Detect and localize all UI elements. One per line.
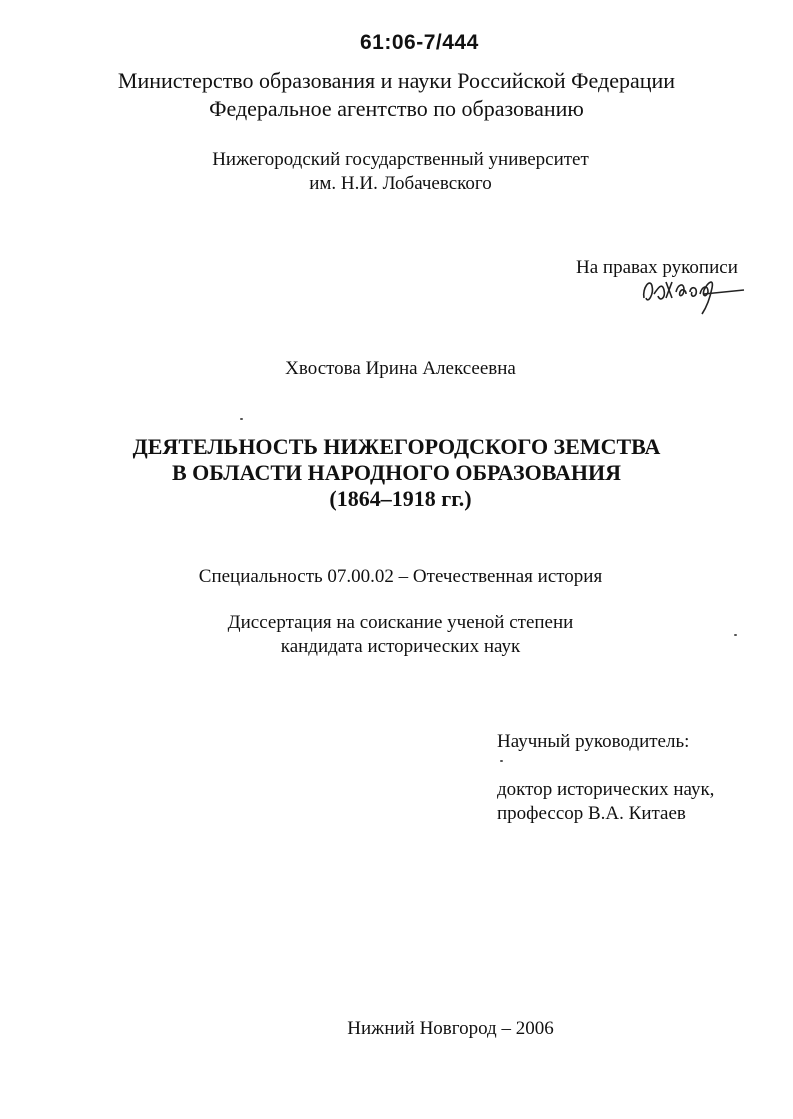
scan-speck (734, 634, 737, 636)
author-name: Хвостова Ирина Алексеевна (285, 358, 516, 379)
dissertation-title-line2: В ОБЛАСТИ НАРОДНОГО ОБРАЗОВАНИЯ (171, 460, 622, 485)
dissertation-title-years: (1864–1918 гг.) (329, 486, 472, 511)
dissertation-title-line1: ДЕЯТЕЛЬНОСТЬ НИЖЕГОРОДСКОГО ЗЕМСТВА (132, 434, 661, 459)
degree-line1: Диссертация на соискание ученой степени (227, 612, 574, 633)
university-name: Нижегородский государственный университет (212, 149, 589, 170)
scan-speck (240, 418, 243, 420)
ministry-name: Министерство образования и науки Российской Федерации (117, 68, 676, 93)
supervisor-label: Научный руководитель: (497, 731, 690, 752)
signature-image (636, 268, 746, 316)
archive-number: 61:06-7/444 (360, 31, 479, 54)
specialty: Специальность 07.00.02 – Отечественная история (198, 566, 603, 587)
manuscript-note: На правах рукописи (576, 257, 738, 278)
supervisor-degree: доктор исторических наук, (497, 779, 715, 800)
city-year: Нижний Новгород – 2006 (347, 1018, 554, 1039)
supervisor-name: профессор В.А. Китаев (497, 803, 686, 824)
agency-name: Федеральное агентство по образованию (209, 96, 584, 121)
degree-line2: кандидата исторических наук (280, 636, 521, 657)
scan-speck (500, 760, 503, 762)
university-named-after: им. Н.И. Лобачевского (309, 173, 492, 194)
